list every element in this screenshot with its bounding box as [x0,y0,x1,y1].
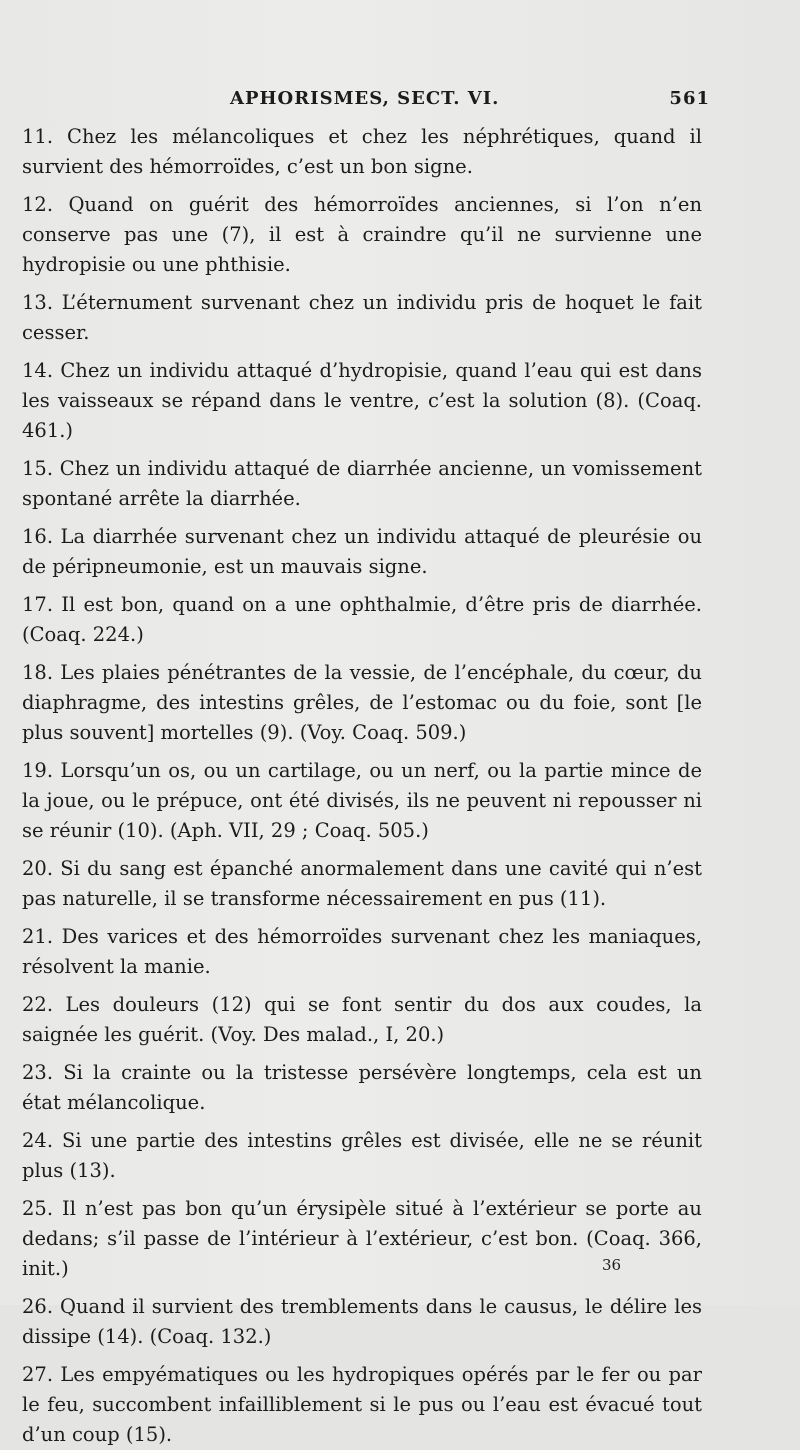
aphorism-22: 22. Les douleurs (12) qui se font sentir du dos aux coudes, la saignée les guérit. (Voy. Des malad., I, 20.) [22,993,702,1046]
aphorism-15: 15. Chez un individu attaqué de diarrhée ancienne, un vomissement spontané arrête la diarrhée. [22,457,702,510]
aphorism-23: 23. Si la crainte ou la tristesse persévère longtemps, cela est un état mélancolique. [22,1061,702,1114]
aphorism-17: 17. Il est bon, quand on a une ophthalmie, d’être pris de diarrhée. (Coaq. 224.) [22,593,702,646]
aphorism-21: 21. Des varices et des hémorroïdes survenant chez les maniaques, résolvent la manie. [22,925,702,978]
aphorism-27: 27. Les empyématiques ou les hydropiques opérés par le fer ou par le feu, succombent infailliblement si le pus ou l’eau est évacué tout d’un coup (15). [22,1363,702,1446]
aphorism-25: 25. Il n’est pas bon qu’un érysipèle situé à l’extérieur se porte au dedans; s’il passe de l’intérieur à l’extérieur, c’est bon. (Coaq. 366, init.) [22,1197,702,1280]
aphorism-26: 26. Quand il survient des tremblements dans le causus, le délire les dissipe (14). (Coaq. 132.) [22,1295,702,1348]
aphorism-24: 24. Si une partie des intestins grêles est divisée, elle ne se réunit plus (13). [22,1129,702,1182]
aphorism-20: 20. Si du sang est épanché anormalement dans une cavité qui n’est pas naturelle, il se transforme nécessairement en pus (11). [22,857,702,910]
aphorism-14: 14. Chez un individu attaqué d’hydropisie, quand l’eau qui est dans les vaisseaux se répand dans le ventre, c’est la solution (8). (Coaq. 461.) [22,359,702,442]
aphorism-18: 18. Les plaies pénétrantes de la vessie, de l’encéphale, du cœur, du diaphragme, des intestins grêles, de l’estomac ou du foie, sont [le plus souvent] mortelles (9). (Voy. Coaq. 509.) [22,661,702,744]
aphorism-11: 11. Chez les mélancoliques et chez les néphrétiques, quand il survient des hémorroïdes, c’est un bon signe. [22,125,702,178]
signature-number: 36 [602,1256,622,1274]
aphorism-16: 16. La diarrhée survenant chez un individu attaqué de pleurésie ou de péripneumonie, est un mauvais signe. [22,525,702,578]
aphorism-12: 12. Quand on guérit des hémorroïdes anciennes, si l’on n’en conserve pas une (7), il est à craindre qu’il ne survienne une hydropisie ou une phthisie. [22,193,702,276]
page-number: 561 [669,88,710,109]
page-body [22,122,702,1450]
page-header [30,84,710,114]
aphorism-13: 13. L’éternument survenant chez un individu pris de hoquet le fait cesser. [22,291,702,344]
aphorism-19: 19. Lorsqu’un os, ou un cartilage, ou un nerf, ou la partie mince de la joue, ou le prépuce, ont été divisés, ils ne peuvent ni repousser ni se réunir (10). (Aph. VII, 29 ; Coaq. 505.) [22,759,702,842]
running-head: APHORISMES, SECT. VI. [230,88,500,109]
